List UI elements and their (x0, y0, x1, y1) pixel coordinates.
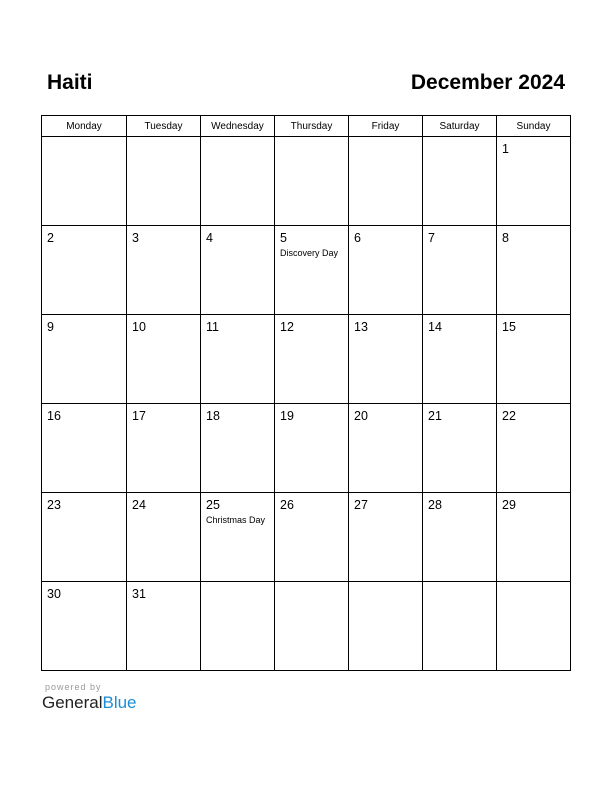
day-cell (423, 493, 497, 582)
day-cell (349, 582, 423, 671)
day-cell (201, 315, 275, 404)
day-number: 1 (502, 142, 509, 156)
day-cell (349, 226, 423, 315)
weekday-monday: Monday (42, 116, 127, 137)
logo-blue-text: Blue (102, 693, 137, 712)
day-cell (349, 404, 423, 493)
weekday-thursday: Thursday (275, 116, 349, 137)
day-number: 20 (354, 409, 368, 423)
day-cell (127, 493, 201, 582)
generalblue-branding (42, 682, 137, 713)
day-number: 2 (47, 231, 54, 245)
day-cell (497, 404, 571, 493)
day-number: 24 (132, 498, 146, 512)
day-cell (42, 404, 127, 493)
day-cell (275, 493, 349, 582)
holiday-label: Christmas Day (206, 515, 266, 525)
day-cell (497, 315, 571, 404)
day-number: 27 (354, 498, 368, 512)
day-cell (42, 315, 127, 404)
day-cell (42, 137, 127, 226)
day-number: 16 (47, 409, 61, 423)
day-number: 28 (428, 498, 442, 512)
day-cell (423, 582, 497, 671)
weekday-header-row (42, 116, 571, 137)
day-cell (349, 315, 423, 404)
day-cell (497, 226, 571, 315)
day-cell (497, 137, 571, 226)
day-cell (127, 404, 201, 493)
day-cell (127, 137, 201, 226)
day-cell (42, 582, 127, 671)
weekday-saturday: Saturday (423, 116, 497, 137)
day-cell (497, 582, 571, 671)
day-number: 14 (428, 320, 442, 334)
day-number: 21 (428, 409, 442, 423)
day-cell (42, 493, 127, 582)
day-number: 26 (280, 498, 294, 512)
logo-general-text: General (42, 693, 103, 712)
day-cell (349, 137, 423, 226)
day-number: 23 (47, 498, 61, 512)
day-number: 7 (428, 231, 435, 245)
month-year-title: December 2024 (410, 71, 565, 94)
week-row (42, 315, 571, 404)
day-number: 9 (47, 320, 54, 334)
day-cell (423, 226, 497, 315)
day-number: 6 (354, 231, 361, 245)
day-number: 30 (47, 587, 61, 601)
day-cell (423, 315, 497, 404)
powered-by-label: powered by (45, 682, 102, 692)
week-row (42, 493, 571, 582)
day-number: 12 (280, 320, 294, 334)
day-cell (275, 404, 349, 493)
day-cell (201, 493, 275, 582)
day-number: 15 (502, 320, 516, 334)
day-cell (275, 226, 349, 315)
day-cell (423, 404, 497, 493)
weekday-tuesday: Tuesday (127, 116, 201, 137)
day-cell (275, 137, 349, 226)
day-cell (201, 404, 275, 493)
week-row (42, 137, 571, 226)
weekday-friday: Friday (349, 116, 423, 137)
day-cell (127, 315, 201, 404)
day-number: 25 (206, 498, 220, 512)
day-number: 11 (206, 320, 219, 334)
day-cell (349, 493, 423, 582)
day-number: 29 (502, 498, 516, 512)
day-cell (201, 582, 275, 671)
day-number: 3 (132, 231, 139, 245)
holiday-label: Discovery Day (280, 248, 339, 258)
calendar-grid (41, 115, 571, 671)
country-title: Haiti (47, 71, 93, 94)
weekday-sunday: Sunday (497, 116, 571, 137)
day-number: 13 (354, 320, 368, 334)
day-cell (42, 226, 127, 315)
generalblue-logo[interactable] (42, 693, 137, 713)
week-row (42, 582, 571, 671)
week-row (42, 226, 571, 315)
day-number: 18 (206, 409, 220, 423)
day-cell (201, 226, 275, 315)
day-cell (275, 582, 349, 671)
day-cell (423, 137, 497, 226)
day-cell (127, 226, 201, 315)
week-row (42, 404, 571, 493)
day-number: 22 (502, 409, 516, 423)
day-number: 5 (280, 231, 287, 245)
day-cell (201, 137, 275, 226)
day-cell (275, 315, 349, 404)
day-number: 8 (502, 231, 509, 245)
day-number: 19 (280, 409, 294, 423)
day-cell (127, 582, 201, 671)
day-number: 31 (132, 587, 146, 601)
day-number: 17 (132, 409, 146, 423)
day-number: 4 (206, 231, 213, 245)
day-cell (497, 493, 571, 582)
weekday-wednesday: Wednesday (201, 116, 275, 137)
day-number: 10 (132, 320, 146, 334)
